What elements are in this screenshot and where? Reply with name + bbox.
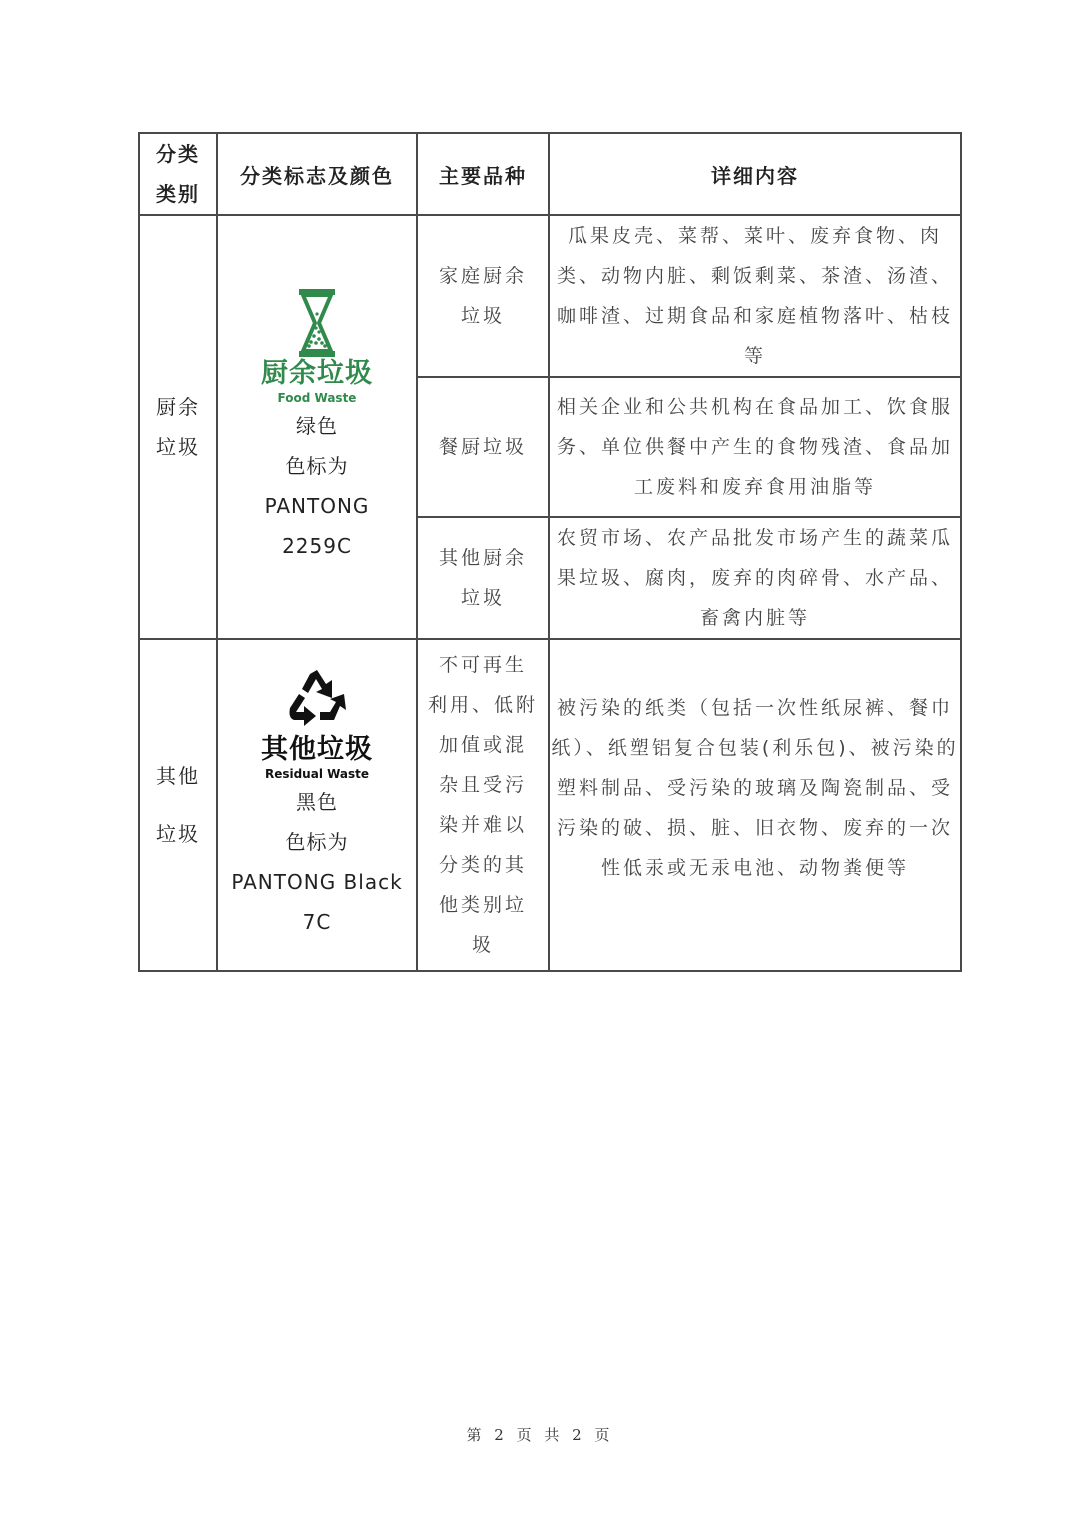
type-other-food-waste-text: 其他厨余 垃圾 [438,547,527,609]
residual-waste-logo-title: 其他垃圾 [261,734,373,765]
table-row-residual [139,639,961,971]
food-waste-logo-subtitle: Food Waste [277,391,357,405]
detail-other-food-waste: 农贸市场、农产品批发市场产生的蔬菜瓜果垃圾、腐肉，废弃的肉碎骨、水产品、畜禽内脏等 [549,517,961,639]
residual-waste-logo-subtitle: Residual Waste [264,767,370,781]
detail-kitchen-waste: 相关企业和公共机构在食品加工、饮食服务、单位供餐中产生的食物残渣、食品加工废料和废弃食用油脂等 [549,377,961,517]
food-waste-color-text: 绿色 色标为 PANTONG 2259C [264,414,370,558]
sign-food-waste [217,215,417,639]
detail-household-food-waste: 瓜果皮壳、菜帮、菜叶、废弃食物、肉类、动物内脏、剩饭剩菜、茶渣、汤渣、咖啡渣、过期食品和家庭植物落叶、枯枝等 [549,215,961,377]
type-residual-waste-text: 不可再生 利用、低附 加值或混 杂且受污 染并难以 分类的其 他类别垃 圾 [427,654,538,956]
type-other-food-waste [417,517,549,639]
hourglass-icon [297,288,337,358]
residual-waste-color-text: 黑色 色标为 PANTONG Black 7C [231,790,403,934]
type-residual-waste [417,639,549,971]
header-category [139,133,217,215]
type-kitchen-waste: 餐厨垃圾 [417,377,549,517]
type-household-food-waste [417,215,549,377]
type-household-food-waste-text: 家庭厨余 垃圾 [438,265,527,327]
header-main-types: 主要品种 [417,133,549,215]
recycle-arrows-icon [286,668,348,734]
waste-classification-table [138,132,962,972]
residual-waste-logo [218,668,416,782]
header-details: 详细内容 [549,133,961,215]
category-residual-waste-text: 其他 垃圾 [156,764,200,846]
header-sign: 分类标志及颜色 [217,133,417,215]
table-header-row [139,133,961,215]
category-food-waste-text: 厨余 垃圾 [156,395,200,459]
category-food-waste [139,215,217,639]
table-row-food-1 [139,215,961,377]
page-number-footer: 第 2 页 共 2 页 [466,1426,614,1444]
food-waste-logo [218,288,416,406]
header-category-text: 分类 类别 [156,142,200,206]
detail-residual-waste: 被污染的纸类（包括一次性纸尿裤、餐巾纸）、纸塑铝复合包装(利乐包)、被污染的塑料制品、受污染的玻璃及陶瓷制品、受污染的破、损、脏、旧衣物、废弃的一次性低汞或无汞电池、动物粪便等 [549,639,961,971]
sign-residual-waste [217,639,417,971]
food-waste-logo-title: 厨余垃圾 [261,358,373,389]
category-residual-waste [139,639,217,971]
